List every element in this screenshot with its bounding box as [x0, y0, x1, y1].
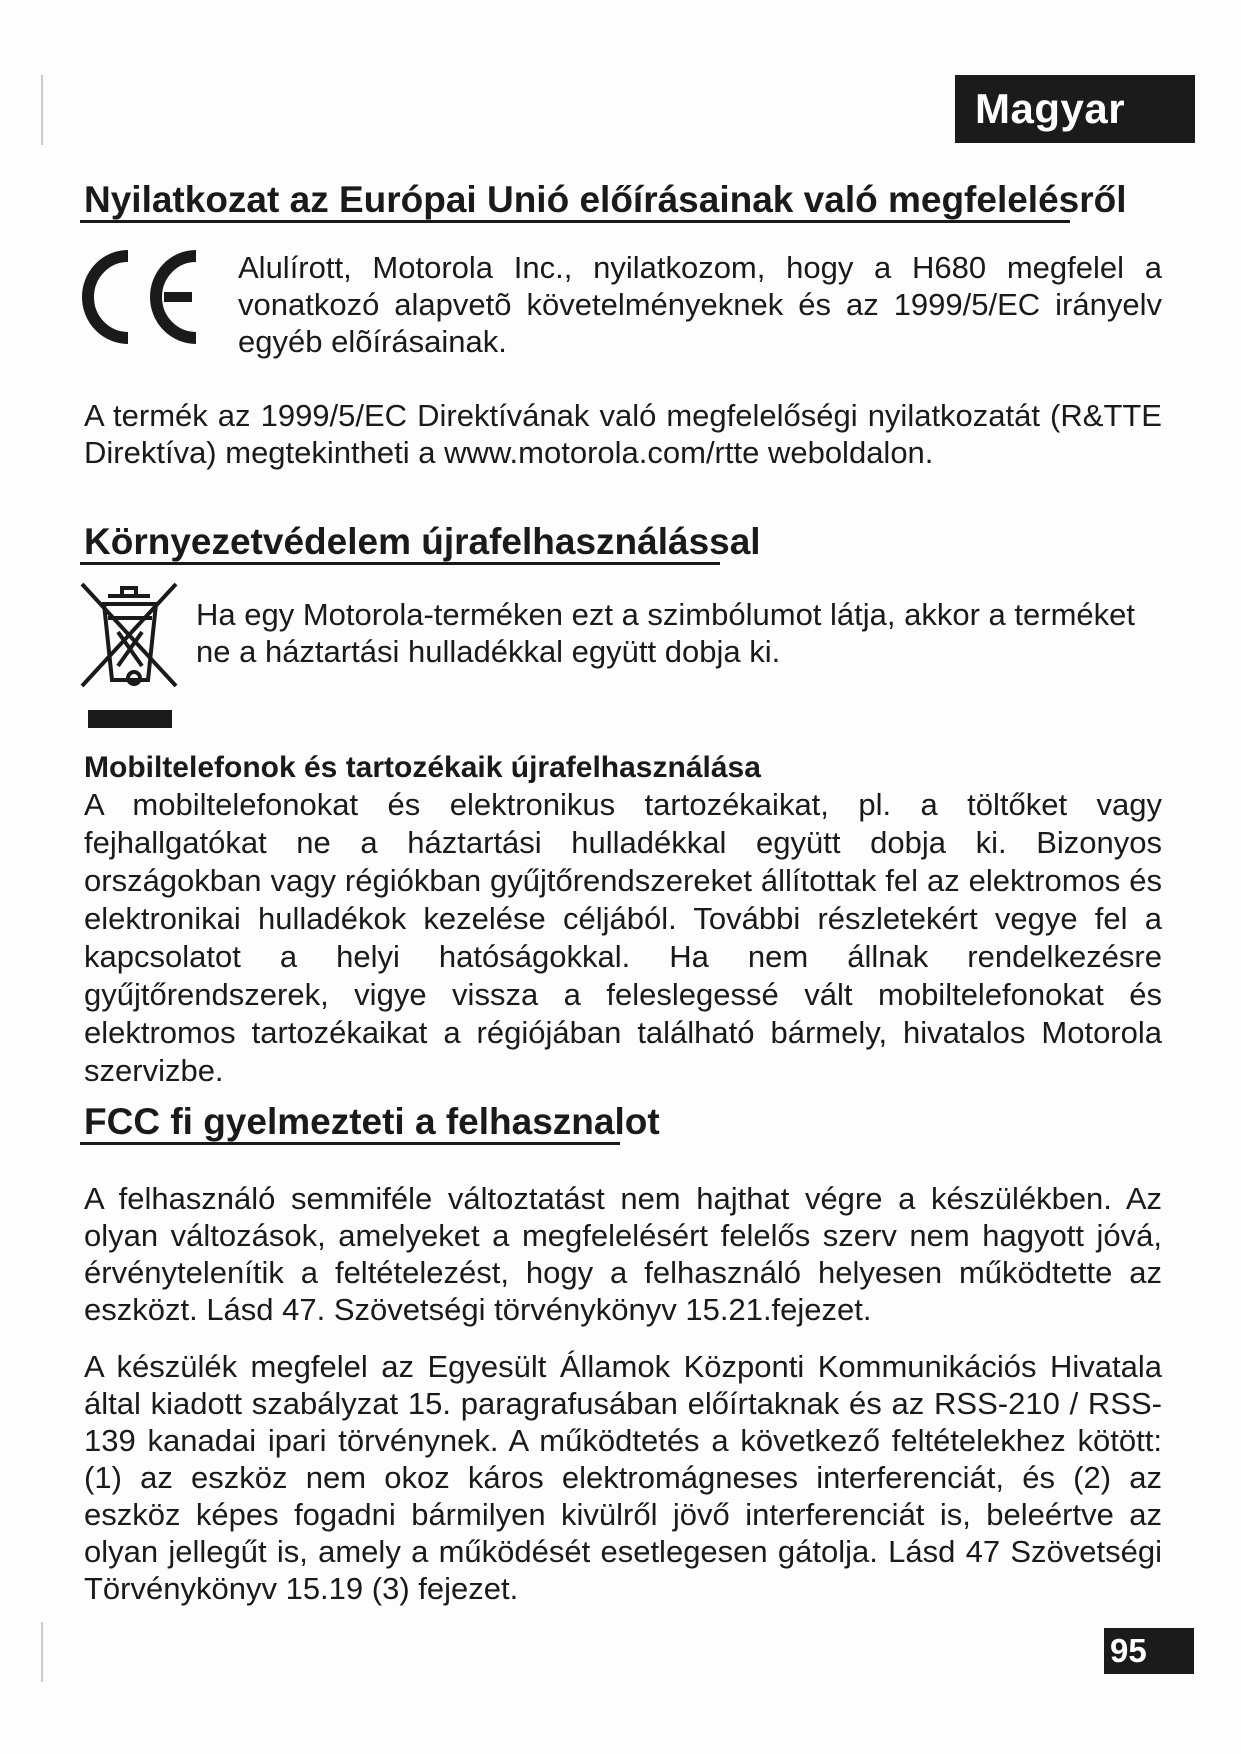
recycling-body-text: A mobiltelefonokat és elektronikus tartozékaikat, pl. a töltőket vagy fejhallgatókat ne a háztartási hulladékkal együtt dobja ki. Bizonyos országokban vagy régiókban gyűjtőrendszereket állítottak fel az elektromos és elektronikai hulladékok kezelése céljából. További részletekért vegye fel a kapcsolatot a helyi hatóságokkal. Ha nem állnak rendelkezésre gyűjtőrendszerek, vigye vissza a feleslegessé vált mobiltelefonokat és elektromos tartozékaikat a régiójában található bármely, hivatalos Motorola szervizbe. — [84, 787, 1162, 1088]
page-number: 95 — [1104, 1628, 1194, 1674]
fcc-paragraph-2: A készülék megfelel az Egyesült Államok Központi Kommunikációs Hivatala által kiadott szabályzat 15. paragrafusában előírtaknak és az RSS-210 / RSS-139 kanadai ipari törvénynek. A működtetés a következő feltételekhez kötött: (1) az eszköz nem okoz káros elektromágneses interferenciát, és (2) az eszköz képes fogadni bármilyen kivülről jövő interferenciát is, beleértve az olyan jellegűt is, amely a működését esetlegesen gátolja. Lásd 47 Szövetségi Törvénykönyv 15.19 (3) fejezet. — [84, 1349, 1162, 1606]
ce-declaration-text: Alulírott, Motorola Inc., nyilatkozom, hogy a H680 megfelel a vonatkozó alapvetõ követelményeknek és az 1999/5/EC irányelv egyéb elõírásainak. — [238, 250, 1162, 359]
fcc-heading: FCC fi gyelmezteti a felhasznalot — [84, 1101, 660, 1142]
symbol-explanation-text: Ha egy Motorola-terméken ezt a szimbólumot látja, akkor a terméket ne a háztartási hulladékkal együtt dobja ki. — [196, 597, 1135, 669]
eu-heading: Nyilatkozat az Európai Unió előírásainak való megfelelésről — [84, 179, 1127, 220]
recycling-heading-underline — [80, 562, 720, 565]
ce-mark-icon — [78, 250, 208, 344]
fcc-paragraph-1: A felhasználó semmiféle változtatást nem hajthat végre a készülékben. Az olyan változások, amelyeket a megfelelésért felelős szerv nem hagyott jóvá, érvénytelenítik a feltételezést, hogy a felhasználó helyesen működtette az eszközt. Lásd 47. Szövetségi törvénykönyv 15.21.fejezet. — [84, 1181, 1162, 1327]
crossed-bin-icon — [78, 582, 182, 734]
language-tab: Magyar — [955, 75, 1195, 143]
recycling-heading: Környezetvédelem újrafelhasználással — [84, 521, 761, 562]
margin-rule-bottom — [41, 1622, 43, 1682]
recycling-subheading: Mobiltelefonok és tartozékaik újrafelhasználása — [84, 751, 761, 784]
eu-heading-underline — [80, 220, 1070, 223]
margin-rule-top — [41, 75, 43, 145]
rtte-declaration-text: A termék az 1999/5/EC Direktívának való megfelelőségi nyilatkozatát (R&TTE Direktíva) megtekintheti a www.motorola.com/rtte weboldalon. — [84, 398, 1162, 470]
fcc-heading-underline — [80, 1142, 620, 1145]
